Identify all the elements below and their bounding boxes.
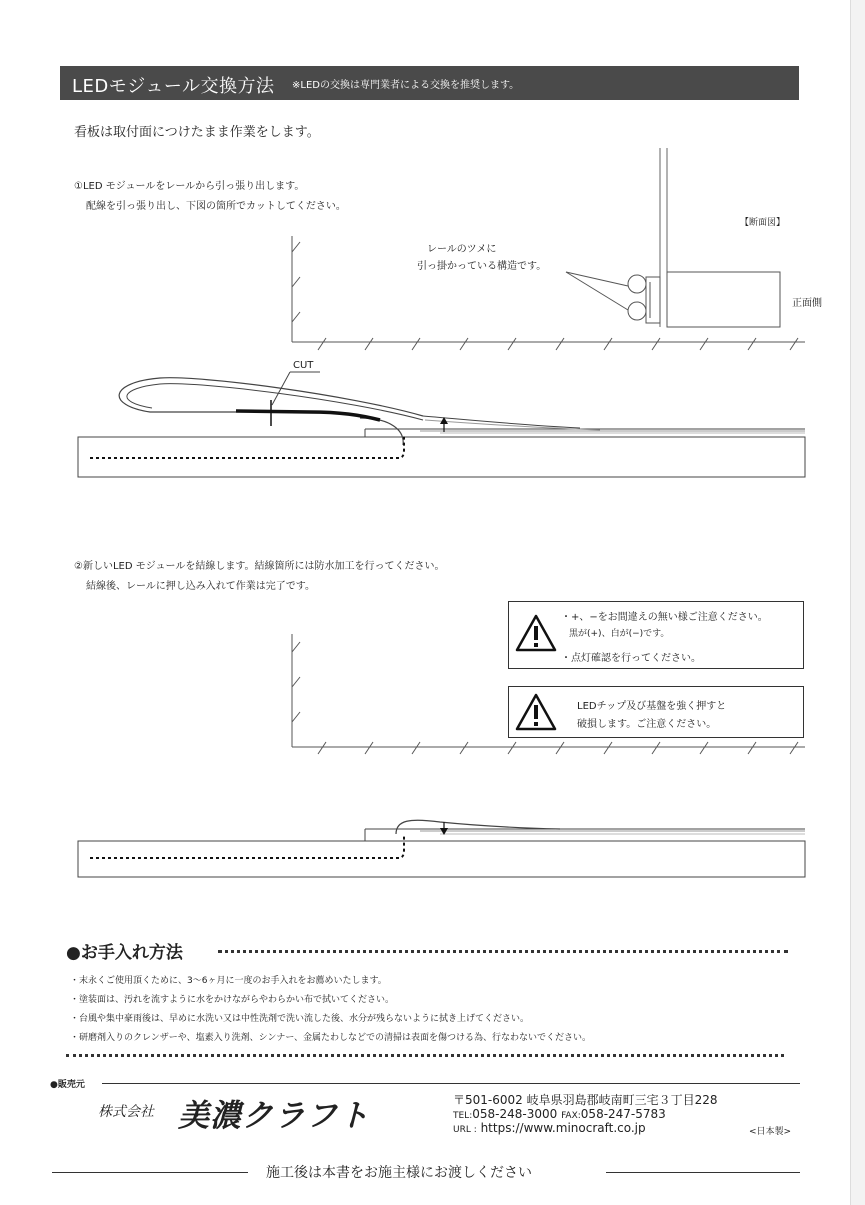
reconnect-diagram <box>0 800 865 890</box>
url-line <box>453 1121 646 1135</box>
company-prefix: 株式会社 <box>98 1104 154 1120</box>
rail-note-1: レールのツメに <box>427 244 497 255</box>
step1-line1: ①LED モジュールをレールから引っ張り出します。 <box>74 181 305 192</box>
care-title: ●お手入れ方法 <box>66 943 183 963</box>
tel-number: 058-248-3000 <box>472 1107 558 1121</box>
front-side-label: 正面側 <box>792 298 822 309</box>
page-edge <box>850 0 865 1205</box>
warning-box-pressure <box>508 686 804 738</box>
step1-line2: 配線を引っ張り出し、下図の箇所でカットしてください。 <box>86 201 346 212</box>
page-title: LEDモジュール交換方法 <box>72 76 275 97</box>
care-item-1: ・末永くご使用頂くために、3〜6ヶ月に一度のお手入れをお薦めいたします。 <box>70 976 387 986</box>
warning2-line1: LEDチップ及び基盤を強く押すと <box>577 701 727 712</box>
step2-line2: 結線後、レールに押し込み入れて作業は完了です。 <box>86 581 315 592</box>
warning1-line1: ・+、−をお間違えの無い様ご注意ください。 <box>561 612 768 623</box>
step2-line1: ②新しいLED モジュールを結線します。結線箇所には防水加工を行ってください。 <box>74 561 445 572</box>
care-item-4: ・研磨剤入りのクレンザーや、塩素入り洗剤、シンナー、金属たわしなどでの清掃は表面を傷つける為、行なわないでください。 <box>70 1033 592 1043</box>
warning-icon <box>515 693 557 731</box>
footer-rule-left <box>52 1172 248 1173</box>
care-item-3: ・台風や集中豪雨後は、早めに水洗い又は中性洗剤で洗い流した後、水分が残らないように拭き上げてください。 <box>70 1014 530 1024</box>
rail-note-2: 引っ掛かっている構造です。 <box>417 261 547 272</box>
cut-label: CUT <box>293 360 314 371</box>
fax-label: FAX: <box>561 1111 581 1121</box>
warning1-line2: 黒が(+)、白が(−)です。 <box>569 629 670 639</box>
care-bottom-dots <box>66 1054 784 1057</box>
company-logo: 美濃クラフト <box>178 1098 370 1134</box>
footer-rule-right <box>606 1172 800 1173</box>
warning1-line3: ・点灯確認を行ってください。 <box>561 653 701 664</box>
fax-number: 058-247-5783 <box>580 1107 666 1121</box>
cut-diagram <box>0 0 865 500</box>
care-title-dots <box>218 950 788 953</box>
seller-rule <box>102 1083 800 1084</box>
intro-text: 看板は取付面につけたまま作業をします。 <box>74 125 320 140</box>
contact-line <box>453 1107 666 1121</box>
footer-text: 施工後は本書をお施主様にお渡しください <box>266 1165 532 1181</box>
company-address: 〒501-6002 岐阜県羽島郡岐南町三宅３丁目228 <box>453 1093 718 1107</box>
url-label: URL : <box>453 1125 477 1135</box>
url-link[interactable]: https://www.minocraft.co.jp <box>480 1121 646 1135</box>
made-in-label: <日本製> <box>749 1127 792 1137</box>
warning2-line2: 破損します。ご注意ください。 <box>577 719 717 730</box>
seller-label: ●販売元 <box>50 1080 85 1090</box>
header-note: ※LEDの交換は専門業者による交換を推奨します。 <box>292 80 520 91</box>
section-view-label: 【断面図】 <box>740 218 786 228</box>
care-item-2: ・塗装面は、汚れを流すように水をかけながらやわらかい布で拭いてください。 <box>70 995 395 1005</box>
warning-icon <box>515 614 557 652</box>
warning-box-polarity <box>508 601 804 669</box>
tel-label: TEL: <box>453 1111 473 1121</box>
